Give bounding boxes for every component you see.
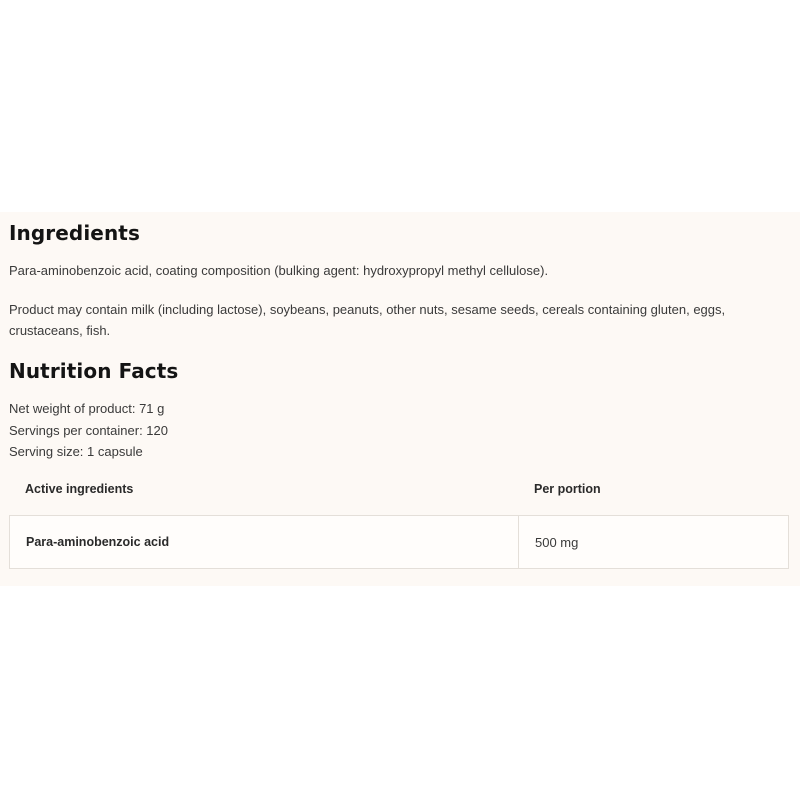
column-header-active-ingredients: Active ingredients bbox=[25, 482, 134, 496]
nutrition-table bbox=[9, 469, 789, 569]
serving-size-text: Serving size: 1 capsule bbox=[9, 444, 143, 459]
net-weight-text: Net weight of product: 71 g bbox=[9, 401, 165, 416]
servings-per-container-text: Servings per container: 120 bbox=[9, 422, 168, 438]
nutrition-facts-heading: Nutrition Facts bbox=[9, 359, 179, 383]
nutrition-table-header bbox=[9, 469, 789, 515]
ingredient-name-cell: Para-aminobenzoic acid bbox=[10, 516, 519, 568]
ingredient-amount-cell: 500 mg bbox=[535, 534, 579, 550]
column-header-per-portion: Per portion bbox=[534, 482, 601, 496]
ingredients-composition: Para-aminobenzoic acid, coating composition (bulking agent: hydroxypropyl methyl cellulose). bbox=[9, 263, 549, 278]
product-info-panel bbox=[0, 212, 800, 586]
ingredients-heading: Ingredients bbox=[9, 221, 140, 245]
allergen-notice: Product may contain milk (including lactose), soybeans, peanuts, other nuts, sesame seeds, cereals containing gluten, eggs, crustaceans, fish. bbox=[9, 302, 726, 338]
nutrition-summary bbox=[9, 398, 168, 463]
table-row bbox=[9, 515, 789, 569]
